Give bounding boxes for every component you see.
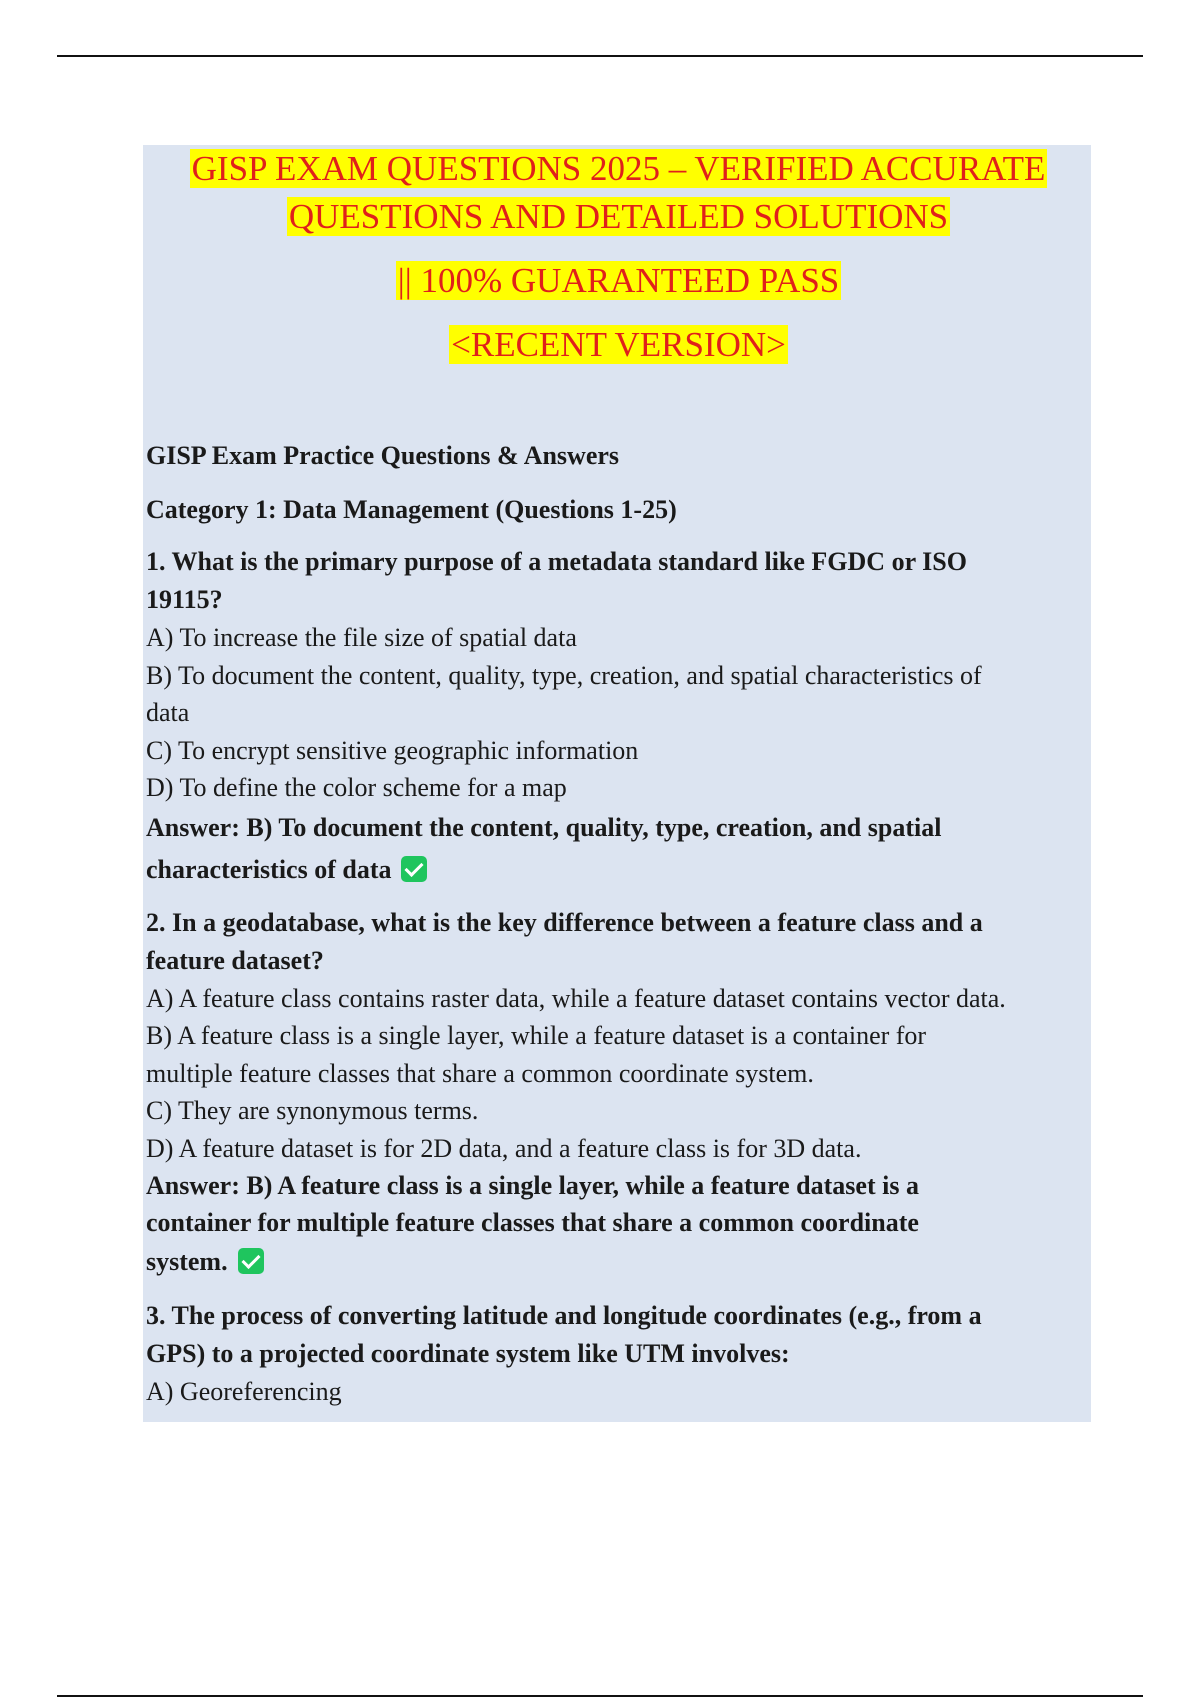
- option-b: B) A feature class is a single layer, while a feature dataset is a container for: [146, 1021, 927, 1050]
- check-mark-icon: [238, 1248, 264, 1274]
- document-content: [146, 145, 1091, 1411]
- category-title: Category 1: Data Management (Questions 1-25): [146, 495, 677, 524]
- check-mark-icon: [401, 856, 427, 882]
- answer-line: characteristics of data: [146, 854, 392, 884]
- question-text: feature dataset?: [146, 945, 324, 975]
- option-c: C) They are synonymous terms.: [146, 1096, 479, 1125]
- top-rule: [57, 55, 1143, 57]
- answer-text: Answer: B) A feature class is a single layer, while a feature dataset is a: [146, 1171, 919, 1200]
- subtitle-1: || 100% GUARANTEED PASS: [397, 261, 840, 300]
- option-d: D) A feature dataset is for 2D data, and a feature class is for 3D data.: [146, 1133, 862, 1163]
- option-b-cont: multiple feature classes that share a common coordinate system.: [146, 1058, 814, 1088]
- option-a: A) A feature class contains raster data, while a feature dataset contains vector data.: [146, 983, 1006, 1013]
- option-b-cont: data: [146, 698, 190, 727]
- bottom-rule: [57, 1695, 1143, 1697]
- subtitle-1-wrap: [146, 257, 1091, 305]
- question-text: 2. In a geodatabase, what is the key difference between a feature class and a: [146, 907, 983, 937]
- document-title: [146, 145, 1091, 241]
- option-a: A) Georeferencing: [146, 1377, 342, 1406]
- answer-text-cont: [146, 849, 1091, 891]
- answer-text-cont: container for multiple feature classes that share a common coordinate: [146, 1208, 919, 1237]
- question-3: [146, 1297, 1091, 1411]
- subtitle-2-wrap: [146, 321, 1091, 369]
- title-line-2: QUESTIONS AND DETAILED SOLUTIONS: [288, 197, 949, 236]
- answer-line: system.: [146, 1247, 228, 1276]
- title-line-1: GISP EXAM QUESTIONS 2025 – VERIFIED ACCURATE: [191, 149, 1046, 188]
- subtitle-2: <RECENT VERSION>: [451, 325, 786, 364]
- question-text: 19115?: [146, 585, 223, 614]
- option-b: B) To document the content, quality, type, creation, and spatial characteristics of: [146, 660, 982, 690]
- question-2: [146, 904, 1091, 1284]
- option-d: D) To define the color scheme for a map: [146, 773, 567, 802]
- option-c: C) To encrypt sensitive geographic information: [146, 735, 639, 765]
- question-1: [146, 543, 1091, 891]
- question-text: GPS) to a projected coordinate system like UTM involves:: [146, 1339, 790, 1368]
- question-text: 3. The process of converting latitude and longitude coordinates (e.g., from a: [146, 1301, 982, 1330]
- section-title: GISP Exam Practice Questions & Answers: [146, 441, 620, 470]
- answer-text: Answer: B) To document the content, quality, type, creation, and spatial: [146, 812, 942, 842]
- option-a: A) To increase the file size of spatial data: [146, 623, 577, 652]
- question-text: 1. What is the primary purpose of a metadata standard like FGDC or ISO: [146, 547, 967, 576]
- answer-text-cont: [146, 1241, 1091, 1283]
